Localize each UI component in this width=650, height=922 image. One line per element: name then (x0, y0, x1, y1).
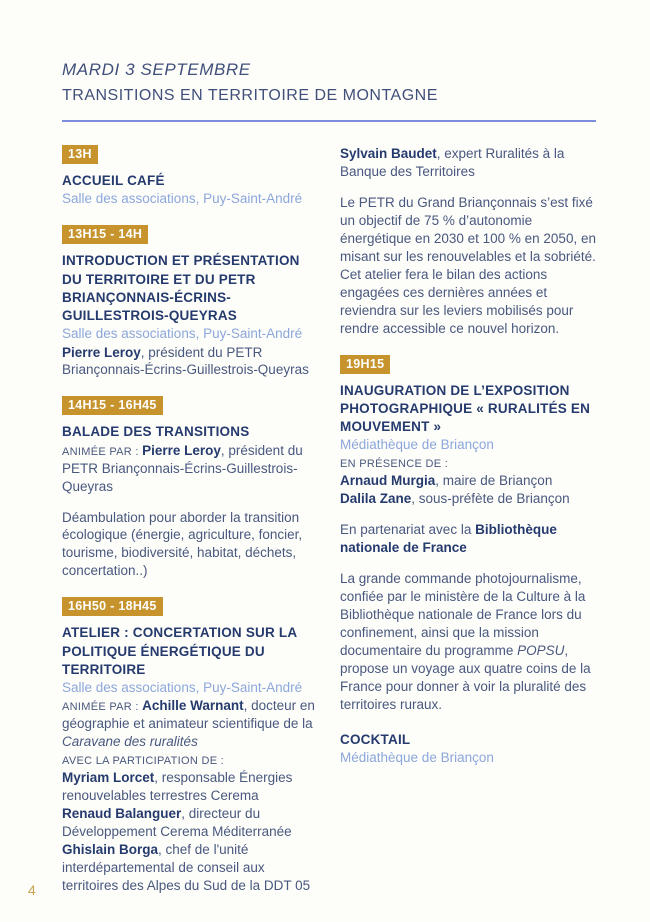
bnf-text-post: , propose un voyage aux quatre coins de la France pour donner à voir la pluralité des territoires ruraux. (340, 642, 591, 712)
event-introduction-petr (62, 225, 318, 379)
guest-role: , sous-préfète de Briançon (411, 491, 570, 507)
event-location: Salle des associations, Puy-Saint-André (62, 326, 303, 342)
guest-name: Arnaud Murgia (340, 473, 436, 489)
speaker-role: , expert Ruralités à la Banque des Territoires (340, 146, 565, 179)
petr-description: Le PETR du Grand Briançonnais s’est fixé un objectif de 75 % d’autonomie énergétique en 2030 et 100 % en 2050, en misant sur les renouvelables et la sobriété. Cet atelier fera le bilan des actions engagées ces dernières années et reviendra sur les leviers mobilisés pour rendre accessible ce nouvel horizon. (340, 194, 596, 336)
event-title: COCKTAIL (340, 731, 411, 747)
presence-label: EN PRÉSENCE DE : (340, 458, 449, 471)
participant-role: , directeur du Développement Cerema Méditerranée (62, 805, 292, 839)
header-date: MARDI 3 SEPTEMBRE (62, 60, 251, 79)
speaker-continuation (340, 145, 596, 338)
led-by-label: ANIMÉE PAR : (62, 701, 143, 714)
event-cocktail (340, 731, 596, 767)
event-accueil-cafe (62, 145, 318, 208)
event-title: INAUGURATION DE L’EXPOSITION PHOTOGRAPHIQUE « RURALITÉS EN MOUVEMENT » (340, 382, 591, 434)
bnf-program-name: POPSU (517, 642, 565, 658)
speaker-line (62, 344, 318, 380)
partnership-line (340, 521, 596, 557)
speaker-line (62, 442, 318, 496)
bnf-text-pre: La grande commande photojournalisme, confiée par le ministère de la Culture à la Bibliothèque nationale de France lors du confinement, ainsi que la mission documentaire du programme (340, 571, 586, 658)
time-badge: 13H (62, 145, 98, 164)
left-column (62, 145, 318, 912)
event-description: Déambulation pour aborder la transition écologique (énergie, agriculture, foncier, tourisme, biodiversité, habitat, déchets, concertation..) (62, 509, 303, 579)
header-divider (62, 120, 596, 122)
speaker-line (340, 145, 596, 181)
partnership-partner: Bibliothèque nationale de France (340, 522, 557, 556)
event-title: BALADE DES TRANSITIONS (62, 424, 250, 440)
event-title: ACCUEIL CAFÉ (62, 173, 165, 188)
time-badge: 16H50 - 18H45 (62, 597, 163, 616)
event-location: Médiathèque de Briançon (340, 437, 494, 453)
participant-role: , chef de l'unité interdépartemental de conseil aux territoires des Alpes du Sud de la DDT 05 (62, 841, 311, 893)
event-title: INTRODUCTION ET PRÉSENTATION DU TERRITOIRE ET DU PETR BRIANÇONNAIS-ÉCRINS-GUILLESTROIS-QUEYRAS (62, 253, 300, 324)
two-column-layout (62, 145, 596, 912)
event-location: Médiathèque de Briançon (340, 750, 494, 766)
bnf-description (340, 570, 596, 714)
guest-line (340, 472, 596, 490)
presence-label-line (340, 454, 596, 472)
event-location: Salle des associations, Puy-Saint-André (62, 191, 303, 207)
event-location: Salle des associations, Puy-Saint-André (62, 679, 303, 695)
right-column (340, 145, 596, 912)
participant-line (62, 769, 318, 805)
participant-role: , responsable Énergies renouvelables terrestres Cerema (62, 770, 293, 803)
page-number: 4 (28, 882, 36, 898)
participant-line (62, 805, 318, 841)
facilitator-role: , docteur en géographie et animateur scientifique de la (62, 698, 315, 732)
participant-name: Myriam Lorcet (62, 770, 155, 786)
participation-label-line (62, 751, 318, 769)
time-badge: 19H15 (340, 355, 390, 374)
guest-role: , maire de Briançon (435, 473, 553, 489)
event-balade-transitions (62, 396, 318, 580)
speaker-name: Pierre Leroy (142, 442, 221, 458)
event-atelier-concertation (62, 597, 318, 894)
guest-name: Dalila Zane (340, 491, 412, 507)
event-title: ATELIER : CONCERTATION SUR LA POLITIQUE ÉNERGÉTIQUE DU TERRITOIRE (62, 625, 297, 677)
guest-line (340, 490, 596, 508)
speaker-role: , président du PETR Briançonnais-Écrins-Guillestrois-Queyras (62, 344, 309, 378)
page-title: TRANSITIONS EN TERRITOIRE DE MONTAGNE (62, 87, 438, 104)
partnership-text: En partenariat avec la (340, 522, 476, 538)
time-badge: 13H15 - 14H (62, 225, 148, 244)
led-by-label: ANIMÉE PAR : (62, 445, 143, 458)
facilitator-name: Achille Warnant (142, 698, 244, 714)
speaker-name: Sylvain Baudet (340, 146, 437, 161)
participant-line (62, 841, 318, 895)
speaker-role: , président du PETR Briançonnais-Écrins-Guillestrois-Queyras (62, 442, 303, 494)
event-inauguration-exposition (340, 355, 596, 714)
participant-name: Renaud Balanguer (62, 805, 182, 821)
participation-label: AVEC LA PARTICIPATION DE : (62, 755, 225, 768)
facilitator-role-italic: Caravane des ruralités (62, 734, 198, 750)
participant-name: Ghislain Borga (62, 841, 159, 857)
facilitator-line (62, 697, 318, 751)
speaker-name: Pierre Leroy (62, 344, 141, 360)
time-badge: 14H15 - 16H45 (62, 396, 163, 415)
